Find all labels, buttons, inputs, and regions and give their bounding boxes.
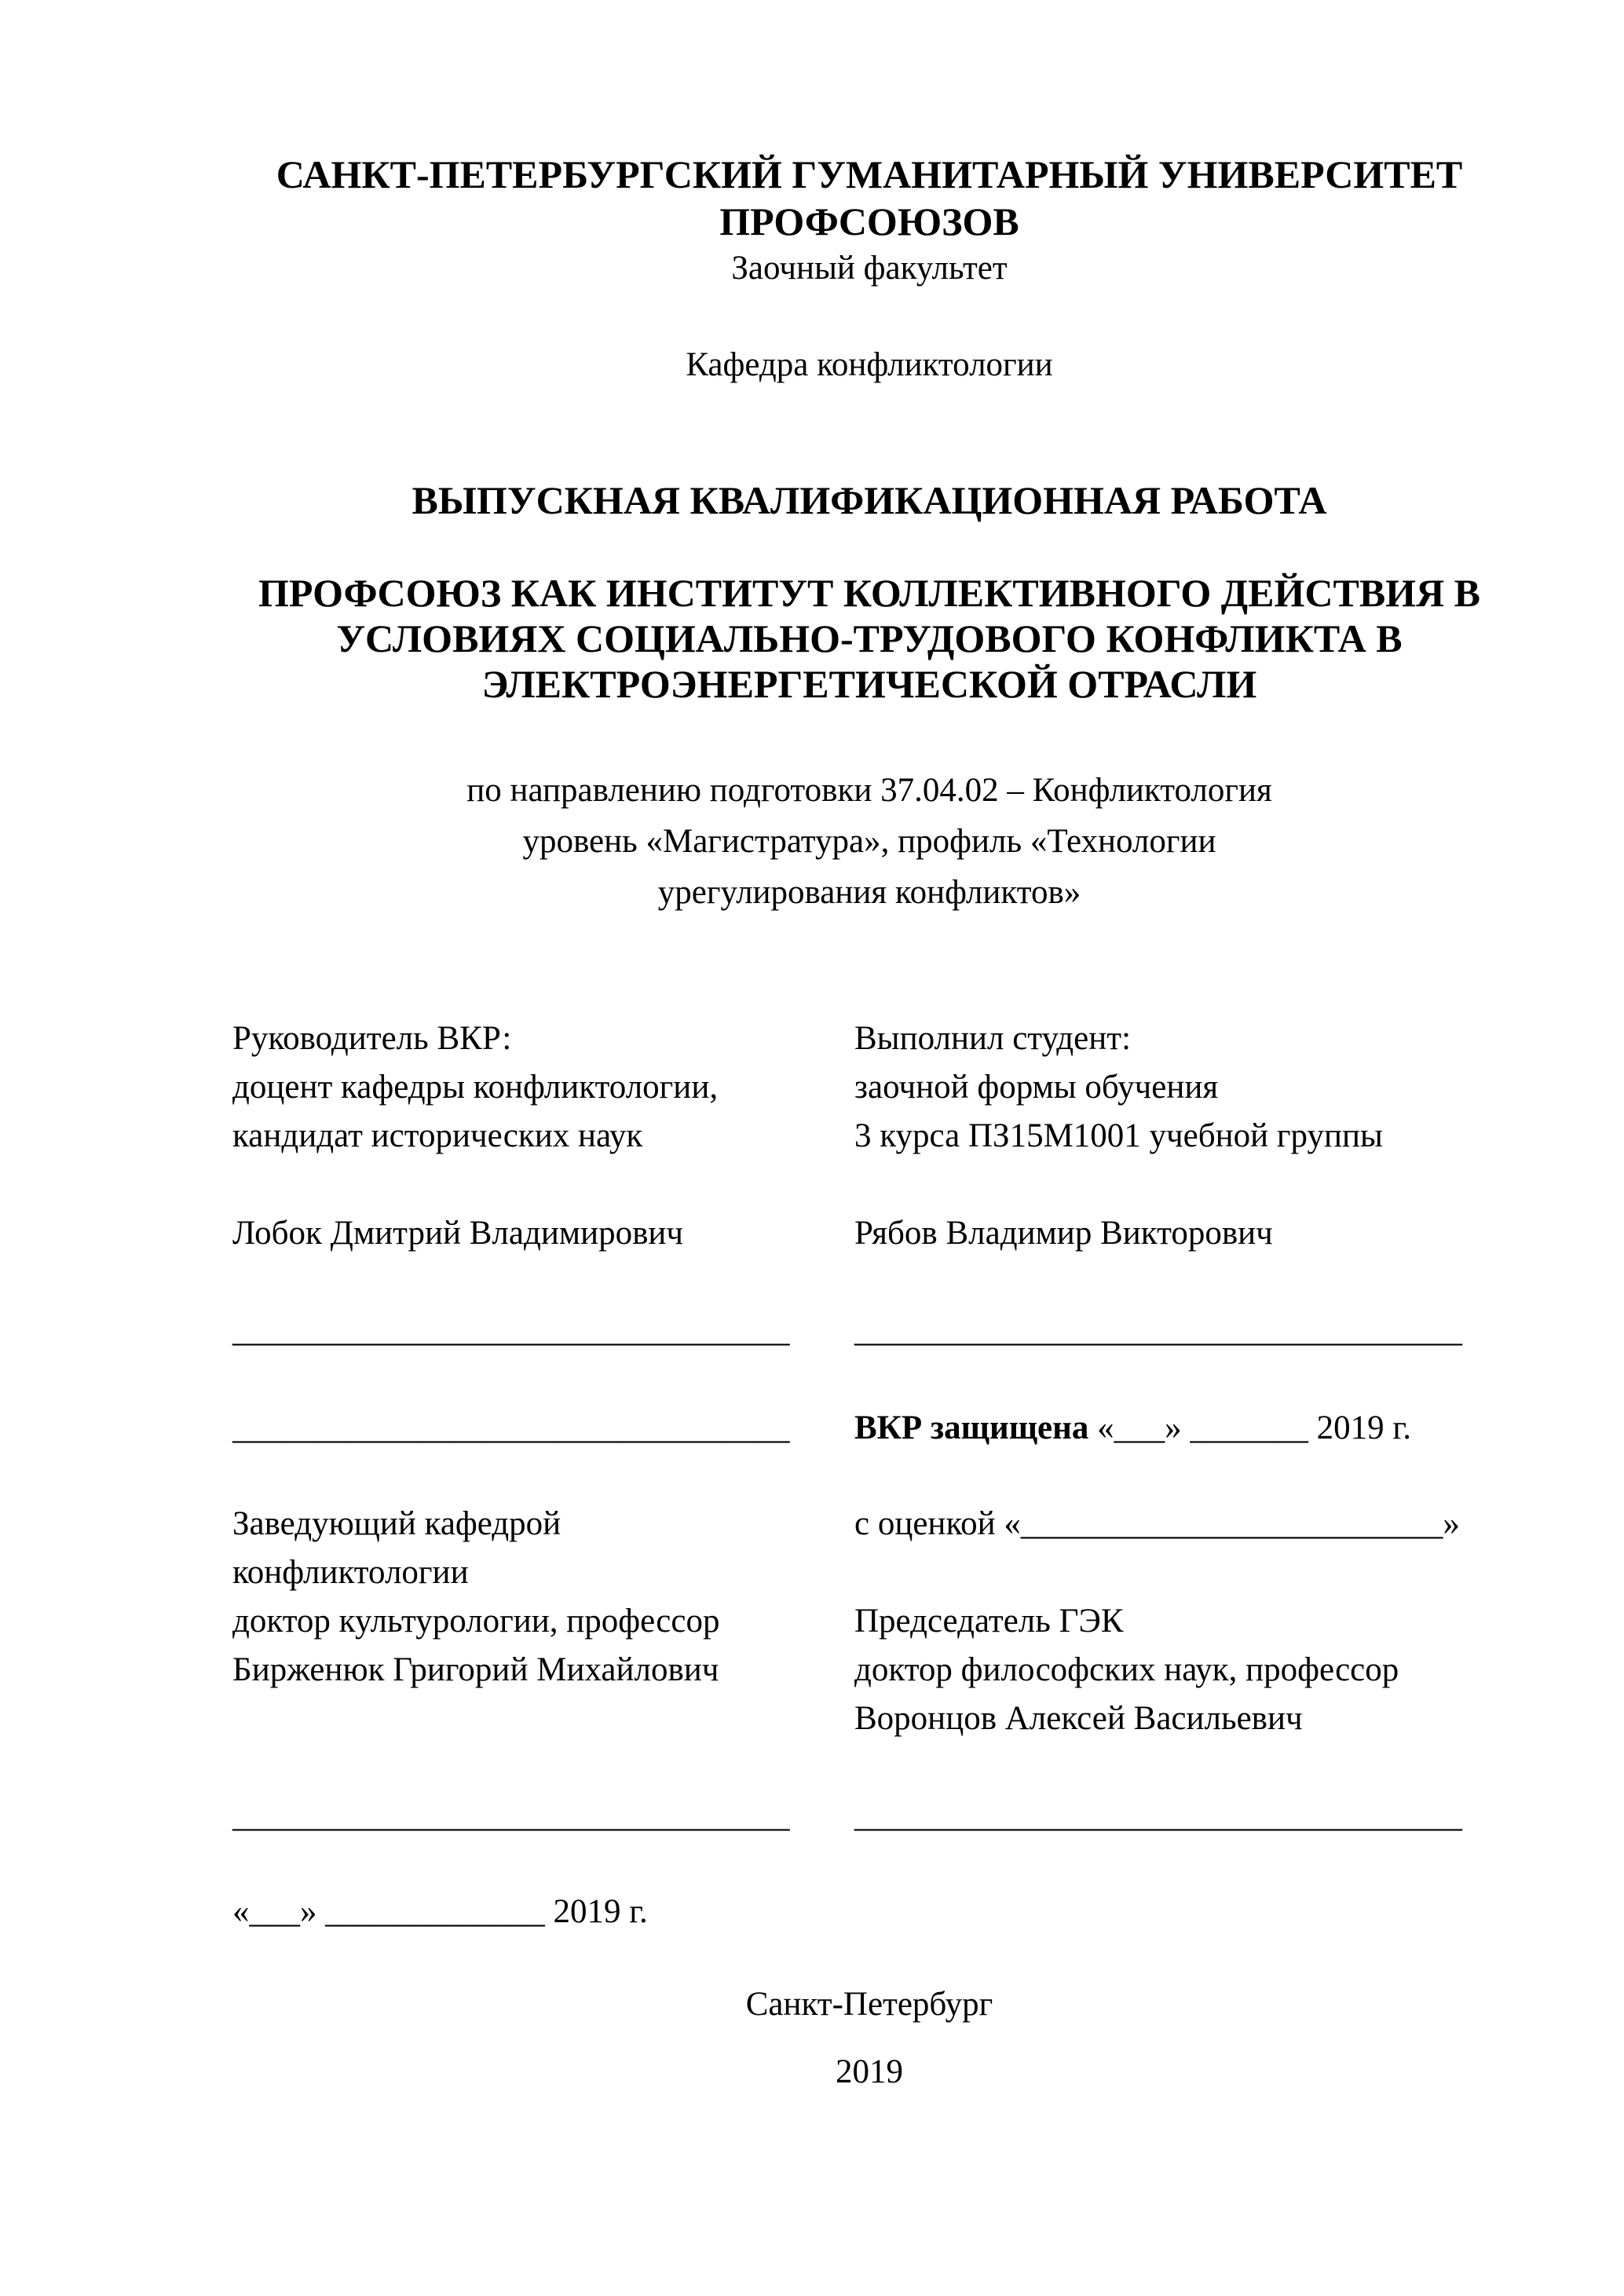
thesis-title: [232, 570, 1506, 707]
work-type-heading: ВЫПУСКНАЯ КВАЛИФИКАЦИОННАЯ РАБОТА: [411, 478, 1327, 522]
defense-grade-line: с оценкой «_________________________»: [854, 1505, 1460, 1542]
defended-date-blanks: «___» _______ 2019 г.: [1088, 1409, 1411, 1446]
supervisor-name: Лобок Дмитрий Владимирович: [232, 1215, 684, 1252]
faculty-name: Заочный факультет: [731, 250, 1008, 287]
gek-chair-name: Воронцов Алексей Васильевич: [854, 1700, 1303, 1737]
supervisor-position-1: доцент кафедры конфликтологии,: [232, 1069, 719, 1106]
thesis-title-line2: УСЛОВИЯХ СОЦИАЛЬНО-ТРУДОВОГО КОНФЛИКТА В: [336, 616, 1403, 660]
dept-head-line3: доктор культурологии, профессор: [232, 1603, 720, 1640]
program-direction: по направлению подготовки 37.04.02 – Конфликтология: [466, 772, 1272, 809]
defended-label: ВКР защищена: [854, 1409, 1089, 1446]
dept-head-date-line: «___» _____________ 2019 г.: [232, 1893, 648, 1930]
program-info: [232, 765, 1506, 918]
dept-head-line2: конфликтологии: [232, 1554, 469, 1591]
student-info-1: заочной формы обучения: [854, 1069, 1219, 1106]
gek-chair-degree: доктор философских наук, профессор: [854, 1651, 1399, 1688]
supervisor-label: Руководитель ВКР:: [232, 1020, 512, 1057]
thesis-title-line1: ПРОФСОЮЗ КАК ИНСТИТУТ КОЛЛЕКТИВНОГО ДЕЙСТВИЯ В: [258, 571, 1481, 615]
supervisor-signature-line-2: _________________________________: [232, 1409, 790, 1446]
student-info-2: 3 курса ПЗ15М1001 учебной группы: [854, 1117, 1383, 1154]
student-name: Рябов Владимир Викторович: [854, 1215, 1273, 1252]
department-name: Кафедра конфликтологии: [686, 346, 1053, 383]
dept-head-name: Бирженюк Григорий Михайлович: [232, 1651, 719, 1688]
dept-head-signature-line: _________________________________: [232, 1797, 790, 1834]
university-name-line1: САНКТ-ПЕТЕРБУРГСКИЙ ГУМАНИТАРНЫЙ УНИВЕРСИТЕТ: [276, 152, 1463, 196]
gek-chair-signature-line: ____________________________________: [854, 1797, 1462, 1834]
university-name-line2: ПРОФСОЮЗОВ: [719, 199, 1019, 243]
thesis-title-line3: ЭЛЕКТРОЭНЕРГЕТИЧЕСКОЙ ОТРАСЛИ: [481, 662, 1257, 706]
program-level: уровень «Магистратура», профиль «Технологии: [522, 823, 1216, 860]
gek-chair-title: Председатель ГЭК: [854, 1603, 1124, 1640]
footer-city: Санкт-Петербург: [745, 1986, 993, 2023]
student-signature-line: ____________________________________: [854, 1312, 1462, 1349]
defense-defended-line: [854, 1404, 1411, 1453]
program-profile: урегулирования конфликтов»: [657, 874, 1081, 911]
student-label: Выполнил студент:: [854, 1020, 1132, 1057]
supervisor-signature-line: _________________________________: [232, 1312, 790, 1349]
supervisor-position-2: кандидат исторических наук: [232, 1117, 643, 1154]
university-header: [232, 151, 1506, 292]
footer-year: 2019: [836, 2053, 903, 2090]
dept-head-line1: Заведующий кафедрой: [232, 1505, 561, 1542]
